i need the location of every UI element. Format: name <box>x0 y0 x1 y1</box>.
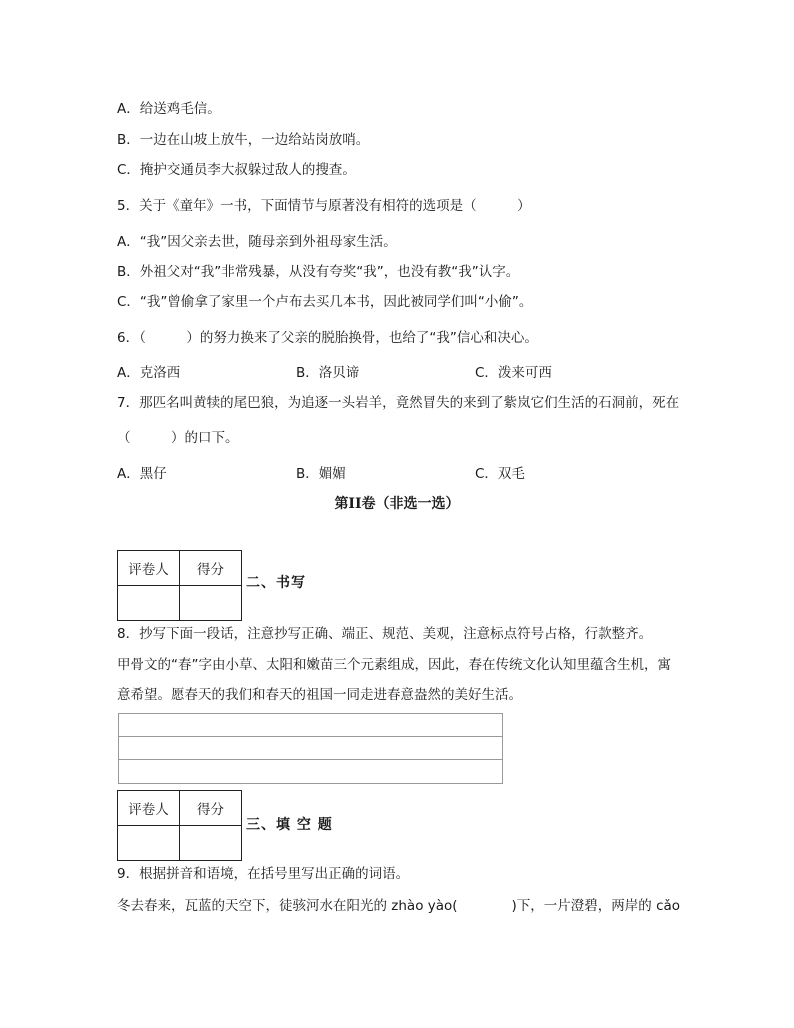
q5-option-a: A．“我”因父亲去世，随母亲到外祖母家生活。 <box>117 234 397 250</box>
score-table-section3 <box>117 790 242 861</box>
q5-stem: 5．关于《童年》一书，下面情节与原著没有相符的选项是（ ） <box>117 198 531 214</box>
reviewer-header: 评卷人 <box>118 551 180 586</box>
q7-option-a: A．黑仔 <box>117 466 167 482</box>
writing-line[interactable] <box>119 760 502 783</box>
section3-heading: 三、填 空 题 <box>246 817 333 833</box>
q9-text-line: 冬去春来，瓦蓝的天空下，徒骇河水在阳光的 zhào yào( )下，一片澄碧，两岸的 cǎo <box>117 898 681 914</box>
q4-option-a: A．给送鸡毛信。 <box>117 101 221 117</box>
score-table-section2 <box>117 550 242 621</box>
q6-option-a: A．克洛西 <box>117 365 181 381</box>
reviewer-header: 评卷人 <box>118 791 180 826</box>
q8-passage-line2: 意希望。愿春天的我们和春天的祖国一同走进春意盎然的美好生活。 <box>117 687 522 703</box>
part2-title: 第II卷（非选一选） <box>334 496 460 512</box>
score-cell[interactable] <box>180 586 242 621</box>
writing-line[interactable] <box>119 714 502 737</box>
score-header: 得分 <box>180 791 242 826</box>
score-cell[interactable] <box>180 826 242 861</box>
q7-option-b: B．媚媚 <box>296 466 346 482</box>
q9-stem: 9．根据拼音和语境，在括号里写出正确的词语。 <box>117 866 410 882</box>
q5-option-b: B．外祖父对“我”非常残暴，从没有夸奖“我”，也没有教“我”认字。 <box>117 264 520 280</box>
writing-line[interactable] <box>119 737 502 760</box>
q6-option-c: C．泼来可西 <box>475 365 552 381</box>
section2-heading: 二、书写 <box>246 575 306 591</box>
q8-passage-line1: 甲骨文的“春”字由小草、太阳和嫩苗三个元素组成，因此，春在传统文化认知里蕴含生机，寓 <box>117 657 671 673</box>
q7-stem-line2: （ ）的口下。 <box>117 430 239 446</box>
q4-option-c: C．掩护交通员李大叔躲过敌人的搜查。 <box>117 162 356 178</box>
reviewer-cell[interactable] <box>118 586 180 621</box>
reviewer-cell[interactable] <box>118 826 180 861</box>
q7-stem-line1: 7．那匹名叫黄犊的尾巴狼，为追逐一头岩羊，竟然冒失的来到了紫岚它们生活的石洞前，死在 <box>117 395 680 411</box>
q6-option-b: B．洛贝谛 <box>296 365 360 381</box>
q6-stem: 6．（ ）的努力换来了父亲的脱胎换骨，也给了“我”信心和决心。 <box>117 330 538 346</box>
writing-area[interactable] <box>118 713 503 784</box>
score-header: 得分 <box>180 551 242 586</box>
q5-option-c: C．“我”曾偷拿了家里一个卢布去买几本书，因此被同学们叫“小偷”。 <box>117 294 533 310</box>
q7-option-c: C．双毛 <box>475 466 525 482</box>
q8-stem: 8．抄写下面一段话，注意抄写正确、端正、规范、美观，注意标点符号占格，行款整齐。 <box>117 626 653 642</box>
q4-option-b: B．一边在山坡上放牛，一边给站岗放哨。 <box>117 132 370 148</box>
